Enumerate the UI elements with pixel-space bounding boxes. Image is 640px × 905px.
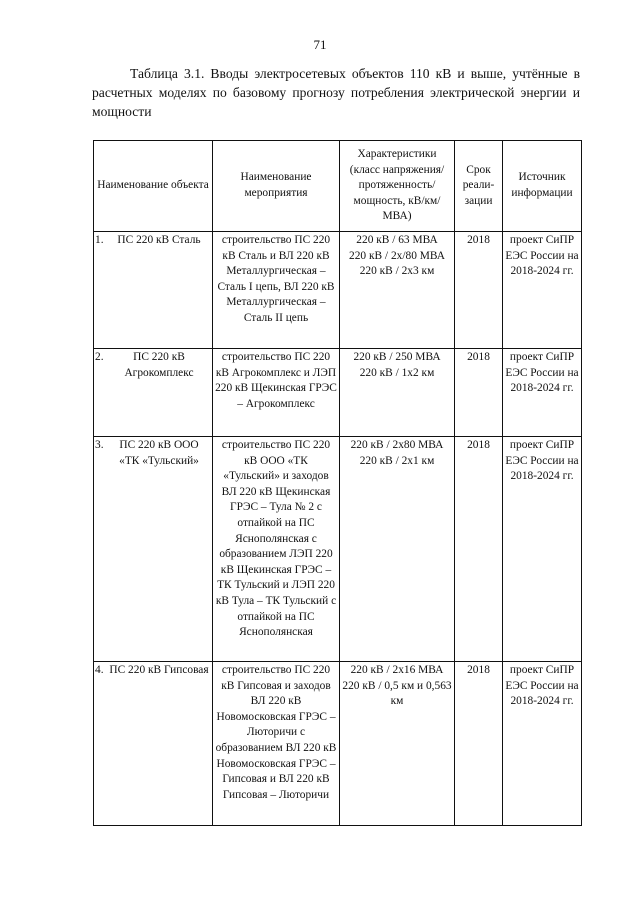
activity-cell: строительство ПС 220 кВ Гипсовая и заходов ВЛ 220 кВ Новомосковская ГРЭС – Люторичи с образованием ВЛ 220 кВ Новомосковская ГРЭС – Гипсовая и ВЛ 220 кВ Гипсовая – Люторичи [213, 662, 340, 826]
header-characteristics: Характеристики (класс напряжения/ протяженность/ мощность, кВ/км/МВА) [340, 141, 455, 232]
table-row [94, 349, 582, 437]
term-cell: 2018 [455, 232, 503, 349]
table-title: Таблица 3.1. Вводы электросетевых объектов 110 кВ и выше, учтённые в расчетных моделях по базовому прогнозу потребления электрической энергии и мощности [92, 66, 580, 119]
object-cell [94, 232, 213, 349]
source-cell: проект СиПР ЕЭС России на 2018-2024 гг. [503, 232, 582, 349]
row-number: 4. [95, 664, 104, 676]
row-number: 3. [95, 439, 104, 451]
header-source: Источник информации [503, 141, 582, 232]
header-object: Наименование объекта [94, 141, 213, 232]
characteristic-line: 220 кВ / 1х2 км [359, 366, 435, 379]
row-number: 1. [95, 234, 104, 246]
characteristic-line: 220 кВ / 63 МВА [356, 234, 438, 246]
characteristic-line: 220 кВ / 250 МВА [353, 351, 441, 363]
header-activity: Наименование мероприятия [213, 141, 340, 232]
object-name: ПС 220 кВ ООО «ТК «Тульский» [119, 439, 199, 467]
term-cell: 2018 [455, 349, 503, 437]
characteristic-line: 220 кВ / 2х16 МВА [350, 664, 444, 676]
activity-cell: строительство ПС 220 кВ ООО «ТК «Тульский» и заходов ВЛ 220 кВ Щекинская ГРЭС – Тула № 2 с отпайкой на ПС Яснополянская с образованием ЛЭП 220 кВ Щекинская ГРЭС – ТК Тульский и ЛЭП 220 кВ Тула – ТК Тульский с отпайкой на ПС Яснополянская [213, 437, 340, 662]
table-row [94, 662, 582, 826]
header-term: Срок реали-зации [455, 141, 503, 232]
characteristic-line: 220 кВ / 2х1 км [359, 454, 435, 467]
characteristic-line: 220 кВ / 2х/80 МВА [349, 249, 445, 262]
data-table [93, 140, 582, 826]
characteristic-line: 220 кВ / 2х80 МВА [350, 439, 444, 451]
source-cell: проект СиПР ЕЭС России на 2018-2024 гг. [503, 437, 582, 662]
activity-cell: строительство ПС 220 кВ Сталь и ВЛ 220 кВ Металлургическая – Сталь I цепь, ВЛ 220 кВ Металлургическая – Сталь II цепь [213, 232, 340, 349]
term-cell: 2018 [455, 437, 503, 662]
source-cell: проект СиПР ЕЭС России на 2018-2024 гг. [503, 349, 582, 437]
characteristics-cell [340, 437, 455, 662]
table-row [94, 437, 582, 662]
table-header-row [94, 141, 582, 232]
activity-cell: строительство ПС 220 кВ Агрокомплекс и ЛЭП 220 кВ Щекинская ГРЭС – Агрокомплекс [213, 349, 340, 437]
object-name: ПС 220 кВ Агрокомплекс [124, 351, 194, 379]
characteristic-line: 220 кВ / 2х3 км [359, 265, 435, 278]
object-name: ПС 220 кВ Сталь [117, 234, 201, 246]
characteristics-cell [340, 232, 455, 349]
object-cell [94, 437, 213, 662]
object-cell [94, 662, 213, 826]
object-cell [94, 349, 213, 437]
term-cell: 2018 [455, 662, 503, 826]
characteristics-cell [340, 662, 455, 826]
table-row [94, 232, 582, 349]
object-name: ПС 220 кВ Гипсовая [109, 664, 209, 676]
row-number: 2. [95, 351, 104, 363]
page-number: 71 [313, 37, 327, 52]
characteristics-cell [340, 349, 455, 437]
characteristic-line: 220 кВ / 0,5 км и 0,563 км [342, 679, 452, 708]
source-cell: проект СиПР ЕЭС России на 2018-2024 гг. [503, 662, 582, 826]
